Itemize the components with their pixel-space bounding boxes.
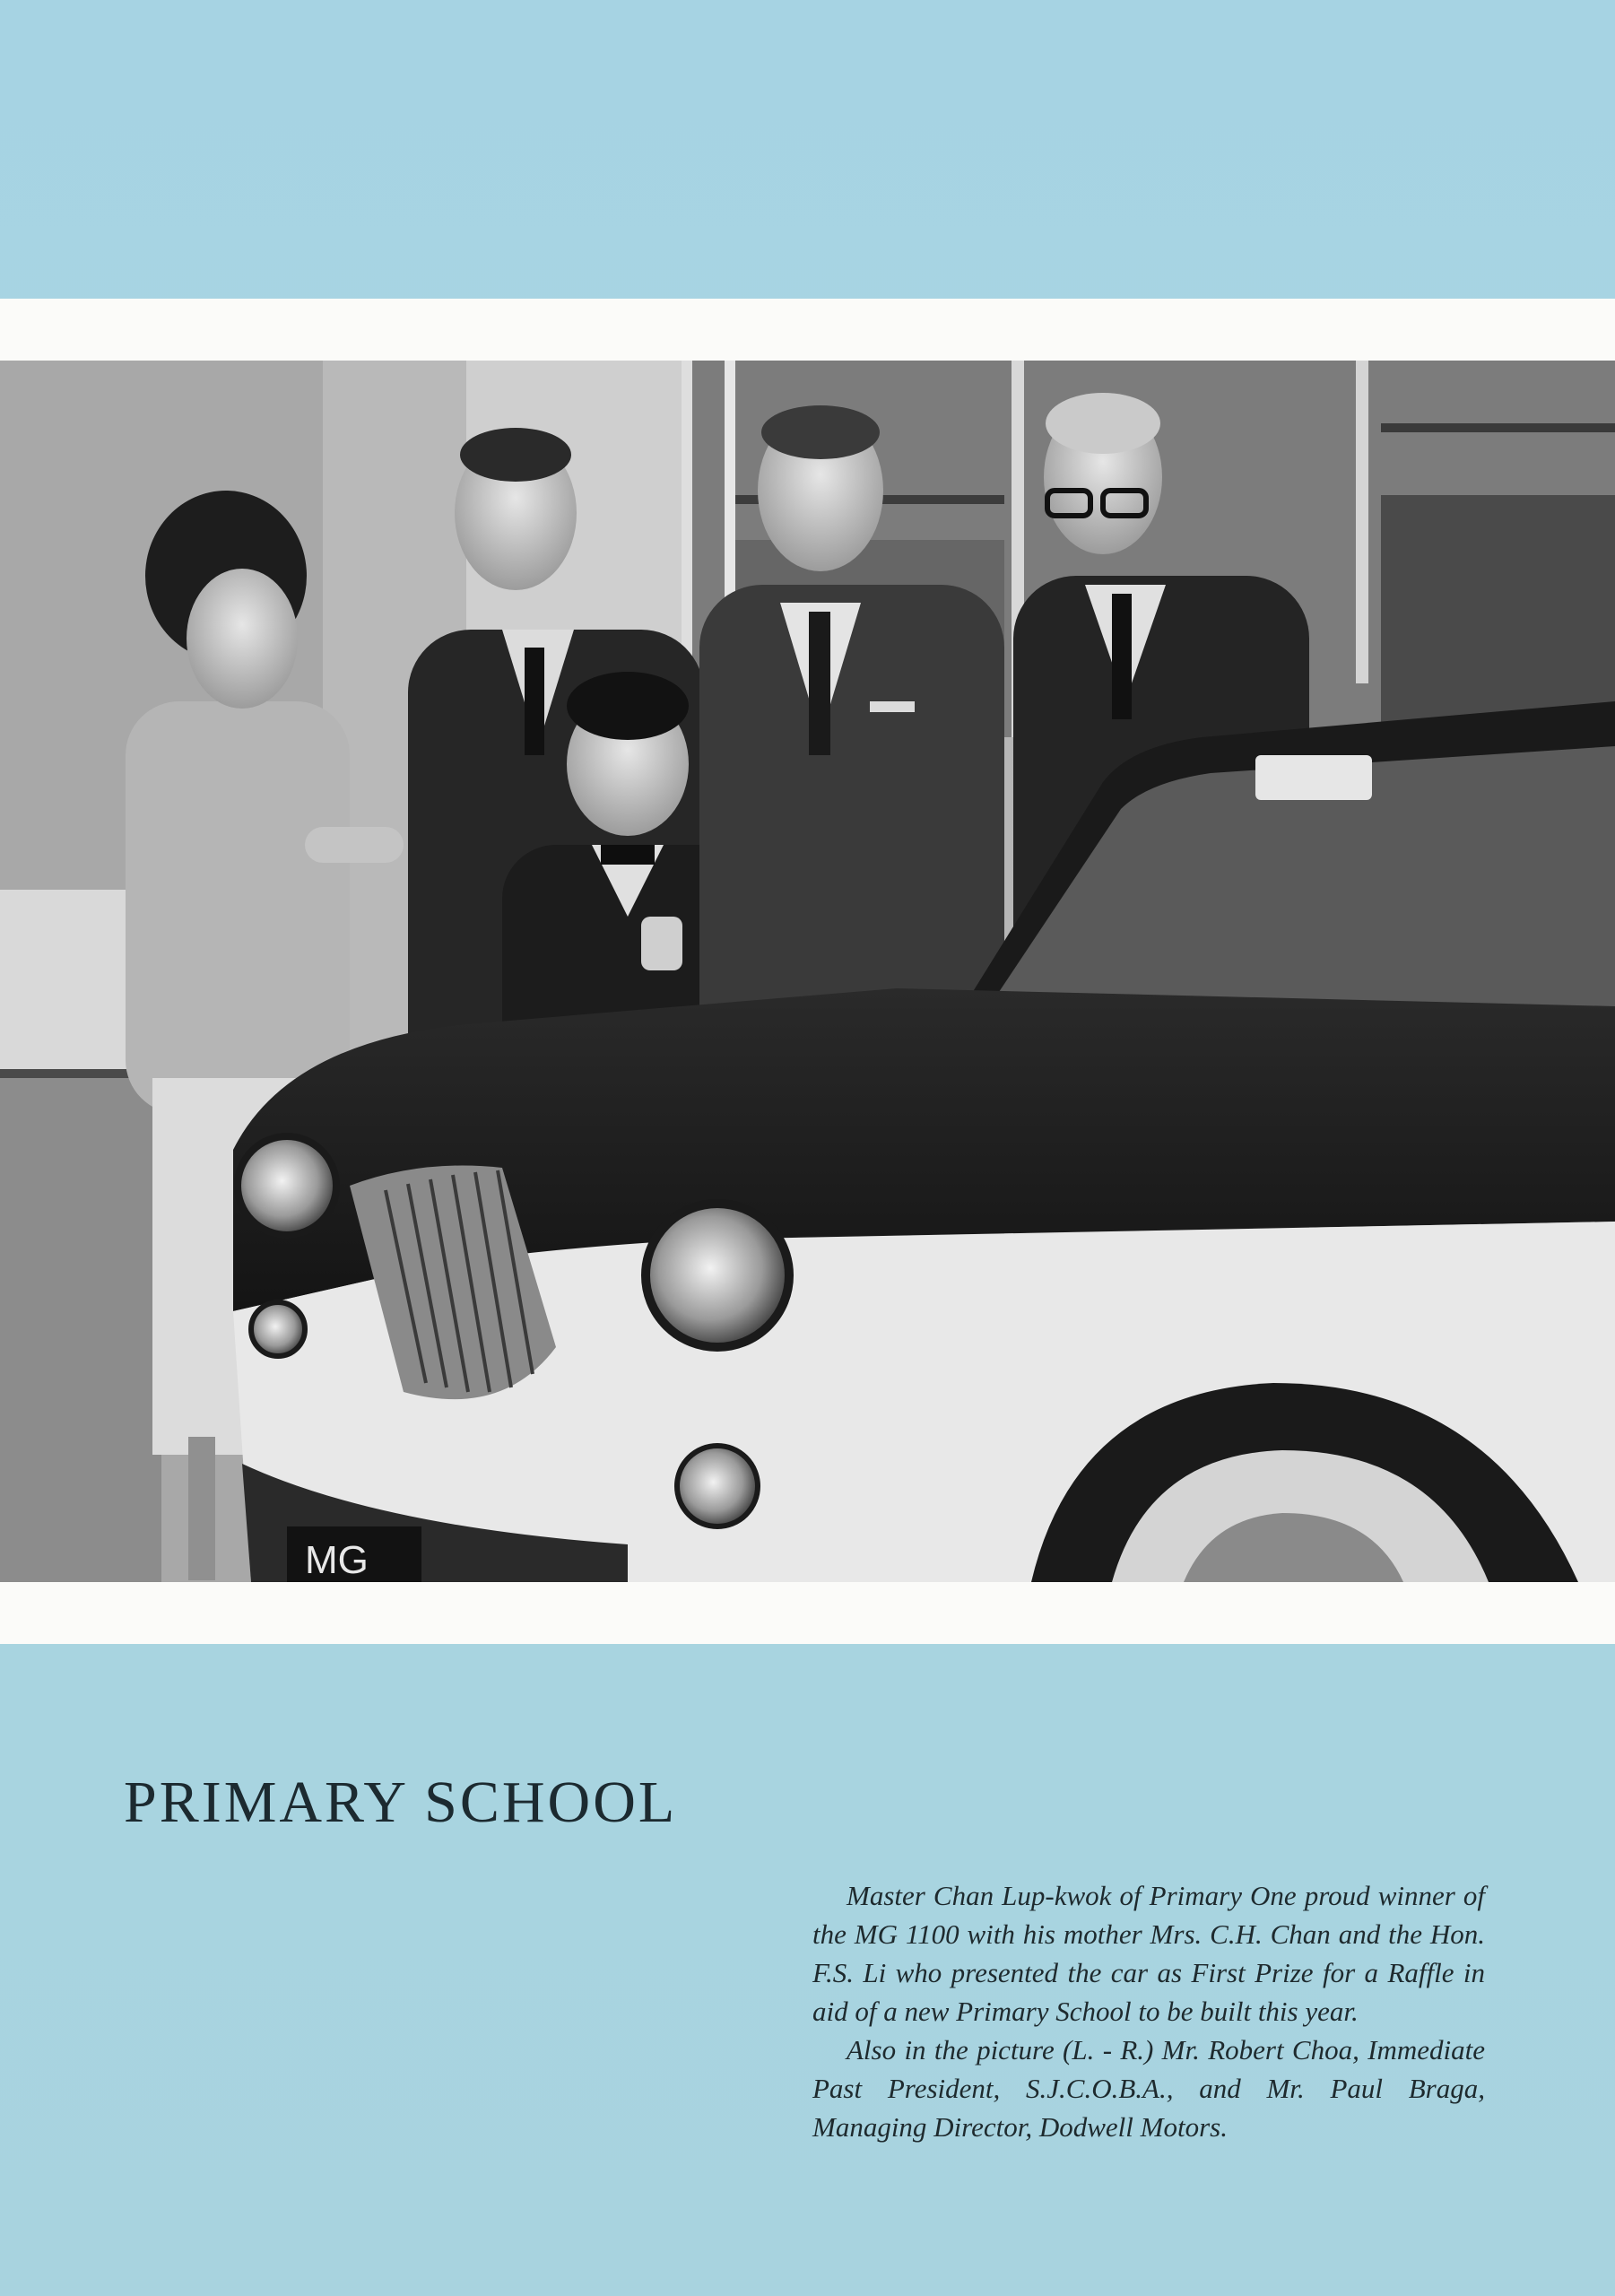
headlight-left — [238, 1136, 336, 1235]
caption-paragraph-2: Also in the picture (L. - R.) Mr. Robert Choa, Immediate Past President, S.J.C.O.B.A., and Mr. Paul Braga, Managing Director, Dodwell Motors. — [812, 2034, 1485, 2143]
headlight-right — [646, 1204, 789, 1347]
photo-caption — [812, 1876, 1485, 2146]
caption-paragraph-1: Master Chan Lup-kwok of Primary One proud winner of the MG 1100 with his mother Mrs. C.H. Chan and the Hon. F.S. Li who presented the car as First Prize for a Raffle in aid of a new Primary School to be built this year. — [812, 1880, 1485, 2027]
photograph — [0, 361, 1615, 1582]
section-heading: PRIMARY SCHOOL — [124, 1770, 678, 1835]
license-plate-text: MG — [305, 1538, 369, 1582]
